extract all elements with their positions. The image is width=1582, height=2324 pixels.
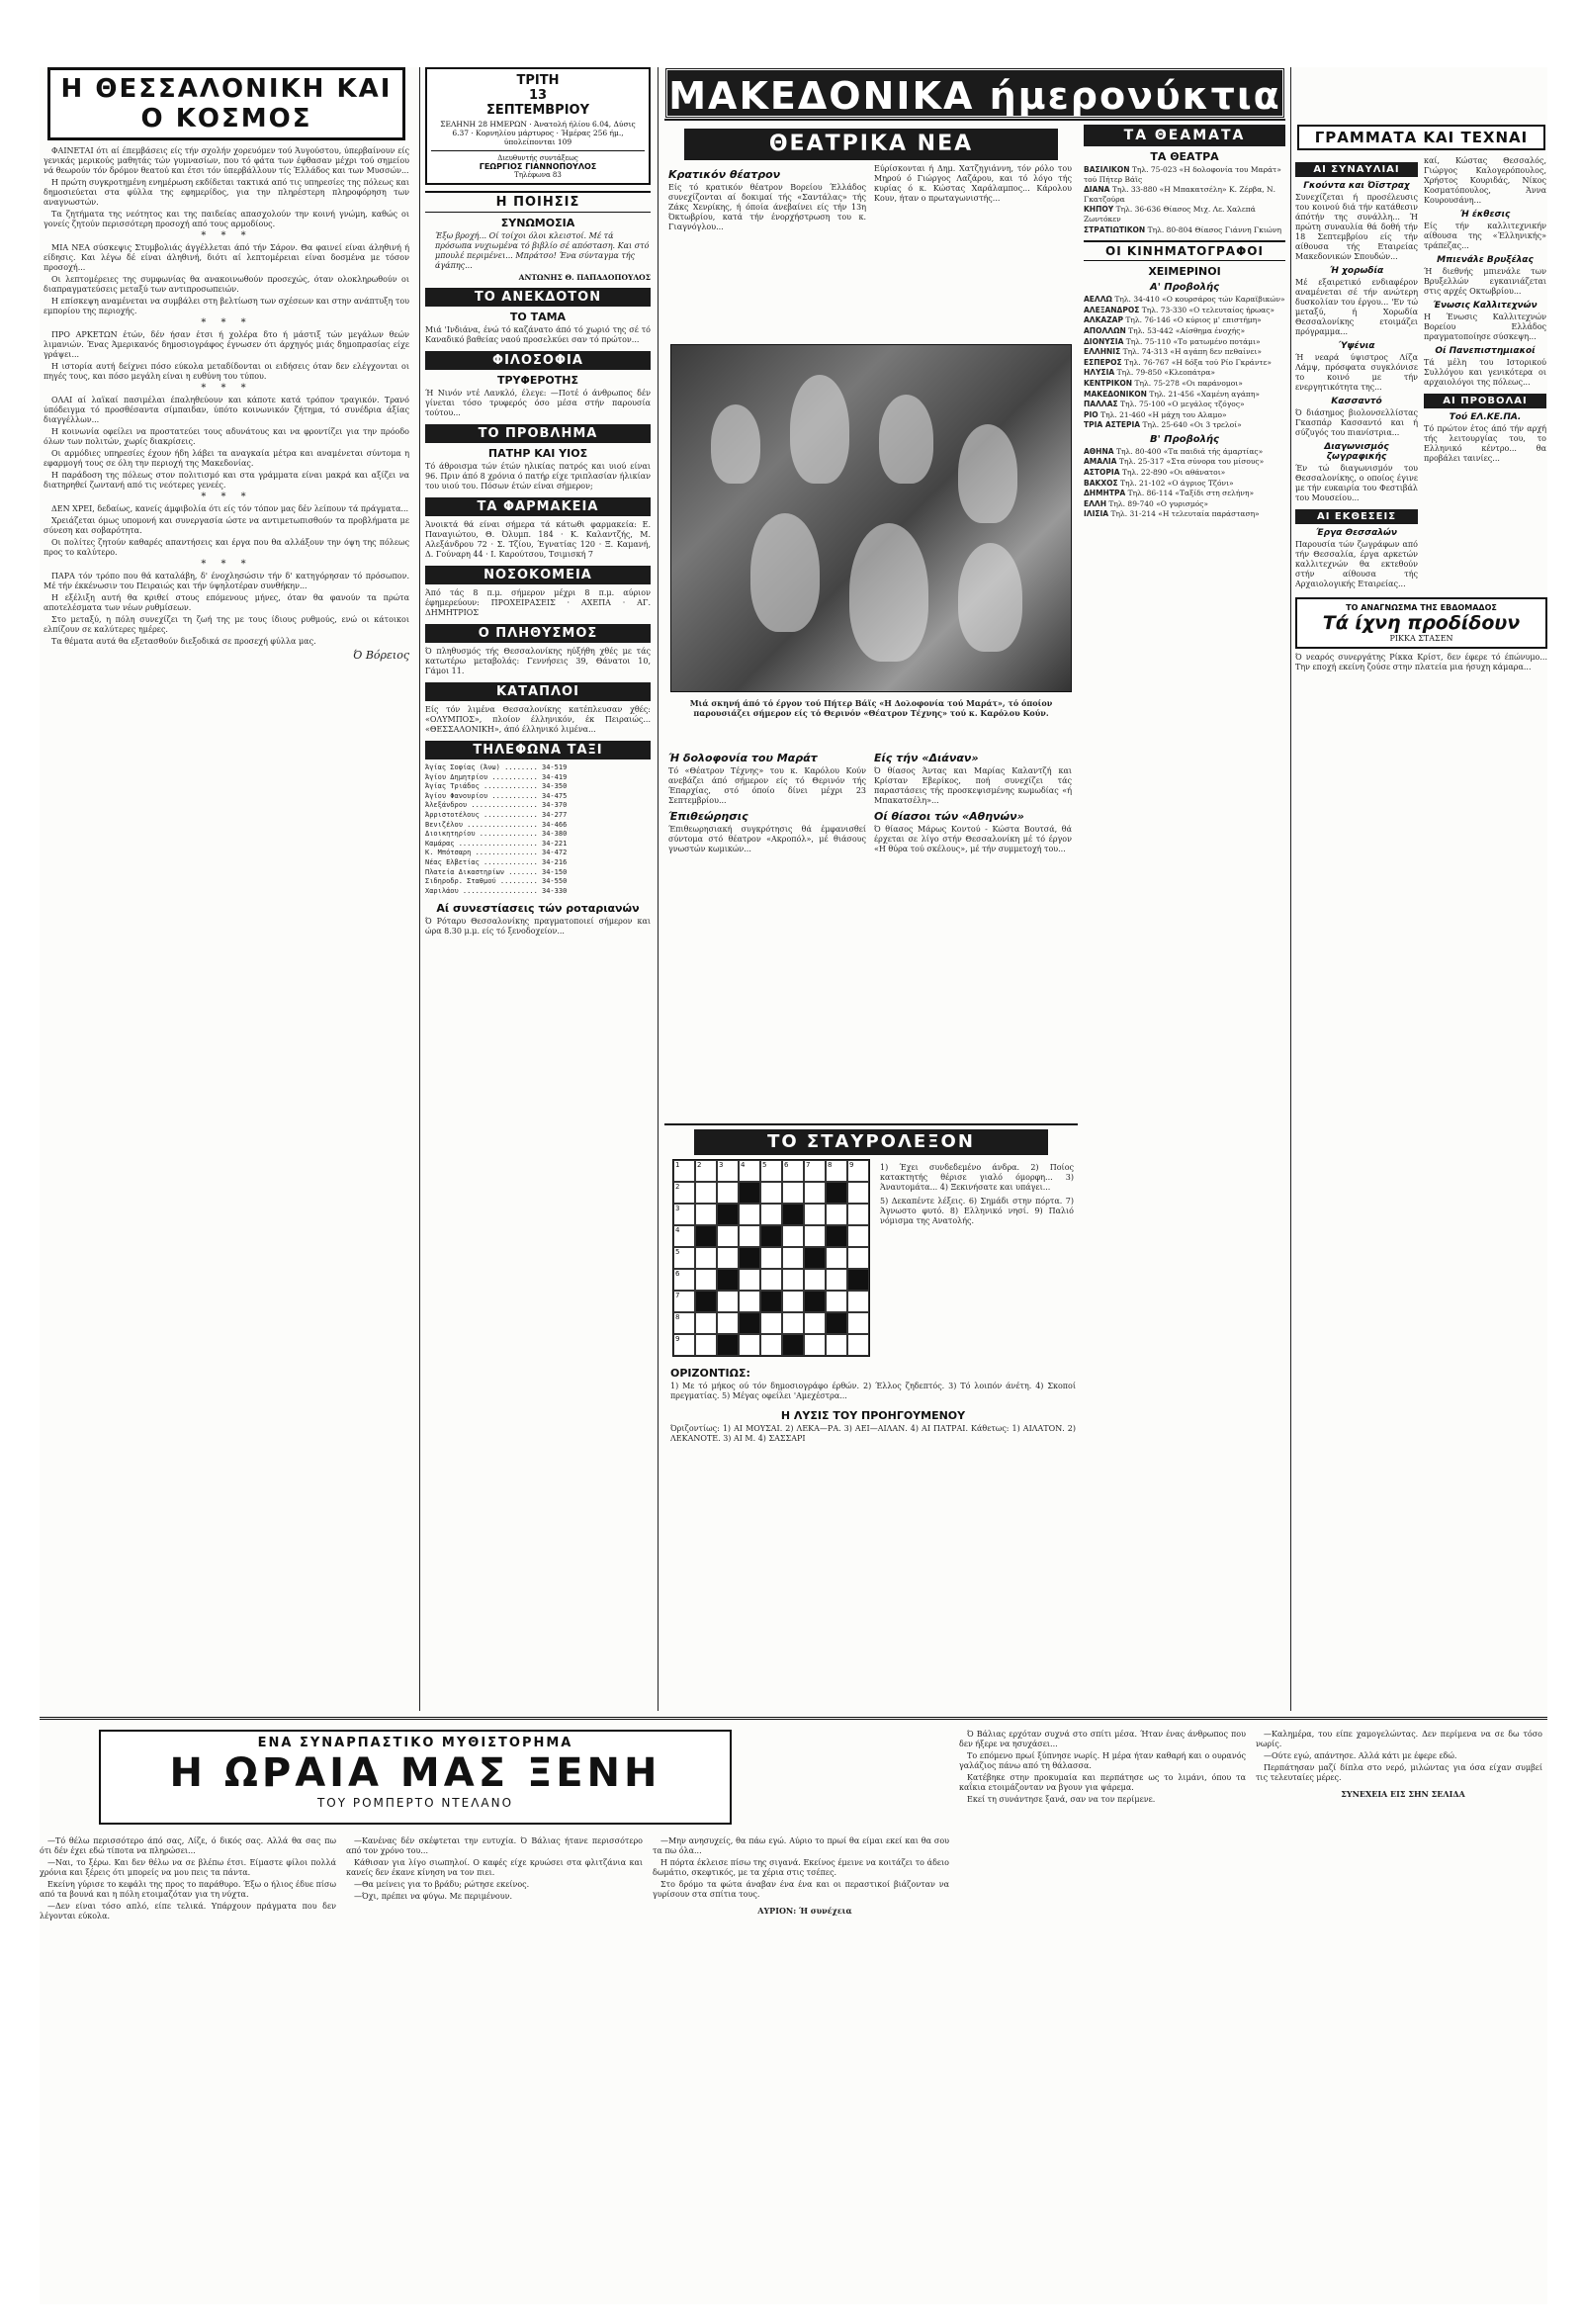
listing-info: Τηλ. 22-890 «Οι αθάνατοι»: [1121, 468, 1226, 478]
serial-continuation: ΑΥΡΙΟΝ: Ή συνέχεια: [757, 1906, 852, 1916]
listing-row: [1084, 326, 1285, 336]
column-almanac: [425, 67, 651, 1711]
serial-paragraph: Κατέβηκε στην προκυμαία και περπάτησε ως το λιμάνι, όπου τα καΐκια ετοιμάζονταν να βγουν για ψάρεμα.: [959, 1773, 1246, 1792]
notes-title: Αί συνεστίασεις τών ροταριανών: [436, 902, 640, 916]
choir-text: Μέ εξαιρετικό ενδιαφέρον αναμένεται σέ τήν ανώτερη δυσκολίαν του έργου... 'Εν τώ μεταξύ, ή Χορωδία Θεσσαλονίκης ετοιμάζει πρόγραμμα...: [1295, 278, 1418, 336]
taxi-row: Διοικητηρίου .............. 34-380: [425, 830, 568, 839]
date-month: ΣΕΠΤΕΜΒΡΙΟΥ: [485, 103, 590, 118]
artists-union-text: Η Ένωσις Καλλιτεχνών Βορείου Ελλάδος πραγματοποίησε σύσκεψη...: [1424, 313, 1546, 341]
section-divider: * * *: [201, 492, 252, 502]
weekly-reading-author: ΡΙΚΚΑ ΣΤΑΣΕΝ: [1389, 634, 1453, 643]
theatre-listing: [1084, 165, 1285, 234]
listing-name: ΗΛΥΣΙΑ: [1084, 368, 1115, 378]
section-divider: * * *: [201, 230, 252, 241]
listing-row: [1084, 390, 1285, 400]
article-paragraph: ΟΛΑΙ αί λαϊκαί πασιμέλαι έπαληθεύουν και κάποτε κατά τρόπον τραγικόν. Τρανό ύπόδειγμα τό προσθέσαντα σίμπαιδαν, ύπότο κοινωνικόν ζήτημα, τό συνέδρια άξίας διαγγέλλων...: [44, 396, 409, 424]
serial-paragraph: —Κανένας δέν σκέφτεται την ευτυχία. Ό Βάλιας ήτανε περισσότερο από τον χρόνο του...: [346, 1836, 643, 1855]
theatre-sub1: Κρατικόν θέατρον: [668, 168, 781, 181]
article-paragraph: Η κοινωνία οφείλει να προστατεύει τους αδυνάτους και να φροντίζει για την πρόοδο όλων των πολιτών, χωρίς διακρίσεις.: [44, 427, 409, 446]
crossword-down-extra: 5) Δεκαπέντε λέξεις. 6) Σημάδι στην πόρτα. 7) Άγνωστο φυτό. 8) Ελληνικό νησί. 9) Παλιό νόμισμα της Ανατολής.: [880, 1197, 1074, 1225]
listing-name: ΒΑΣΙΛΙΚΟΝ: [1084, 165, 1130, 174]
listing-row: [1084, 205, 1285, 223]
shows-text: Τό πρώτον έτος άπό τήν αρχή τής λειτουργίας του, το Ελληνικό κέντρο... θα προβάλει ταινίες...: [1424, 424, 1546, 463]
theatre-text3: Ό θίασος Άντας και Μαρίας Καλαντζή και Κρίσταν Εβερίκος, ποή συνεχίζει τάς παραστάσεις τής προσκεψισμένης κωμωδίας «ή Μπακατσέλη»...: [874, 766, 1072, 805]
section-divider: * * *: [201, 383, 252, 394]
listing-info: Τηλ. 25-317 «Στα σύνορα του μίσους»: [1118, 457, 1265, 467]
hospital-text: Άπό τάς 8 π.μ. σήμερον μέχρι 8 π.μ. αύριον έφημερεύουν: ΠΡΟΧΕΙΡΑΣΕΙΣ · ΑΧΕΠΑ · ΑΓ. ΔΗΜΗΤΡΙΟΣ: [425, 588, 651, 617]
serial-paragraph: Κάθισαν για λίγο σιωπηλοί. Ο καφές είχε κρυώσει στα φλιτζάνια και κανείς δεν έκανε κίνηση να τον πιει.: [346, 1858, 643, 1877]
article-paragraph: Τα θέματα αυτά θα εξετασθούν διεξοδικά σε προσεχή φύλλα μας.: [51, 637, 316, 646]
choir-subtitle: Ή χορωδία: [1329, 266, 1384, 276]
listings-title: ΤΑ ΘΕΑΜΑΤΑ: [1084, 125, 1285, 146]
date-day: ΤΡΙΤΗ: [516, 73, 560, 88]
listing-info: Τηλ. 75-278 «Οι παράνομοι»: [1134, 378, 1243, 388]
listing-info: Τηλ. 76-767 «Η δόξα τού Ρίο Γκράντε»: [1124, 357, 1273, 367]
listing-info: Τηλ. 80-400 «Τα παιδιά τής άμαρτίας»: [1115, 446, 1264, 456]
newspaper-page: [40, 67, 1547, 2304]
university-text: Τά μέλη του Ιστορικού Συλλόγου και γενικότερα οι αρχαιολόγοι της πόλεως...: [1424, 358, 1546, 387]
crossword-down: 1) Έχει συνδεδεμένο άνδρα. 2) Ποίος κατακτητής θέρισε γιαλό όμορφη... 3) Άναυτομάτα... 4) Ξεκινήσατε και υπάγει...: [880, 1163, 1074, 1192]
crossword-across: 1) Με τό μήκος ού τόν δημοσιογράφο έρθών. 2) Έλλος ζηδεπτός. 3) Τό λοιπόν άνέτη. 4) Σκοποί πρεγματίας. 5) Μέγας οφείλει 'Αμεχέστρα...: [670, 1382, 1076, 1400]
column-rule: [419, 67, 420, 1711]
listing-name: ΜΑΚΕΔΟΝΙΚΟΝ: [1084, 389, 1147, 399]
weekly-reading-text: Ό νεαρός συνεργάτης Ρίκκα Κρίστ, δεν έφερε τό έπώνυμο... Την εποχή εκείνη ζούσε στην πλατεία μια ήσυχη κάμαρα...: [1295, 653, 1547, 671]
serial-paragraph: —Θα μείνεις για το βράδυ; ρώτησε εκείνος.: [354, 1880, 530, 1889]
listing-name: ΑΣΤΟΡΙΑ: [1084, 468, 1120, 478]
listing-row: [1084, 347, 1285, 357]
listing-info: Τηλ. 75-100 «Ο μεγάλος τζόγος»: [1120, 400, 1245, 409]
article-paragraph: Τα ζητήματα της νεότητος και της παιδείας απασχολούν την κοινή γνώμη, καθώς οι γονείς ζητούν περισσότερη προσοχή από τους αρμοδίους.: [44, 210, 409, 228]
listing-name: ΡΙΟ: [1084, 409, 1099, 419]
listing-info: Τηλ. 21-460 «Η μάχη του Αλαμο»: [1100, 409, 1227, 419]
arrivals-text: Είς τόν λιμένα Θεσσαλονίκης κατέπλευσαν χθές: «ΟΛΥΜΠΟΣ», πλοίον έλληνικόν, έκ Πειραιώς... «ΘΕΣΣΑΛΟΝΙΚΗ», άπό έλληνικό λιμένα...: [425, 705, 651, 734]
listing-row: [1084, 358, 1285, 368]
serial-column: [653, 1836, 949, 2301]
population-title: Ο ΠΛΗΘΥΣΜΟΣ: [425, 624, 651, 643]
cinema-first-run: Α' Προβολής: [1149, 282, 1220, 294]
weekly-reading-box: [1295, 597, 1547, 649]
listing-row: [1084, 489, 1285, 498]
date-box: [425, 67, 651, 185]
shows-title: ΑΙ ΠΡΟΒΟΛΑΙ: [1424, 394, 1546, 408]
exhibition-text: Είς τήν καλλιτεχνικήν αίθουσα της «Έλληνικής» τράπεζας...: [1424, 222, 1546, 250]
arrivals-title: ΚΑΤΑΠΛΟΙ: [425, 682, 651, 701]
listing-info: Τηλ. 25-640 «Οι 3 τρελοί»: [1142, 420, 1242, 430]
poetry-title: Η ΠΟΙΗΣΙΣ: [425, 191, 651, 213]
singer-text: Ή νεαρά ύψιστρος Λίζα Λάμψ, πρόσφατα συγκλόνισε το κοινό με τήν ενεργητικότητα της...: [1295, 353, 1418, 392]
listing-row: [1084, 457, 1285, 467]
theatre-sub4: Οί θίασοι τών «Αθηνών»: [874, 810, 1024, 823]
listing-row: [1084, 295, 1285, 305]
notes-text: Ό Ρόταρυ Θεσσαλονίκης πραγματοποιεί σήμερον και ώρα 8.30 μ.μ. είς τό ξενοδοχείον...: [425, 917, 651, 937]
listing-info: Τηλ. 80-804 Θίασος Γιάννη Γκιώνη: [1147, 224, 1281, 234]
listing-name: ΑΛΚΑΖΑΡ: [1084, 315, 1123, 325]
listing-name: ΚΕΝΤΡΙΚΟΝ: [1084, 378, 1133, 388]
taxi-row: Άγίας Σοφίας (Άνω) ........ 34-519: [425, 763, 568, 771]
listing-info: Τηλ. 86-114 «Ταξίδι στη σελήνη»: [1127, 489, 1255, 498]
listing-info: Τηλ. 36-636 Θίασος Μιχ. Λε. Χαλεπά Ζωντόκεν: [1084, 205, 1256, 223]
shows-subtitle: Τού ΕΛ.ΚΕ.ΠΑ.: [1449, 412, 1522, 422]
cinema-title: ΟΙ ΚΙΝΗΜΑΤΟΓΡΑΦΟΙ: [1084, 240, 1285, 261]
article-paragraph: ΔΕΝ ΧΡΕΙ, δεδαίως, κανείς άμφιβολία ότι είς τόν τόπον μας δέν λείπουν τά πράγματα...: [51, 504, 409, 513]
serial-paragraph: Περπάτησαν μαζί δίπλα στο νερό, μιλώντας για όσα είχαν συμβεί τις τελευταίες μέρες.: [1256, 1763, 1542, 1782]
listing-row: [1084, 499, 1285, 509]
listing-row: [1084, 509, 1285, 519]
listing-row: [1084, 315, 1285, 325]
crossword-grid[interactable]: 1 2 3 4 5 6 7 8 9 2 3 4 5 6 7 8 9: [672, 1159, 870, 1357]
philosophy-title: ΦΙΛΟΣΟΦΙΑ: [425, 351, 651, 370]
anecdote-text: Μιά 'Ινδιάνα, ένώ τό καζάνατο άπό τό χωριό της σέ τό Καναδικό βαθείας ναού προσελκύει σαν τό πρώτον...: [425, 325, 651, 344]
problem-title: ΤΟ ΠΡΟΒΛΗΜΑ: [425, 424, 651, 443]
taxi-row: Σιδηροδρ. Σταθμού ......... 34-550: [425, 877, 568, 886]
listing-info: Τηλ. 75-023 «Η δολοφονία του Μαράτ» τού Πήτερ Βάϊς: [1084, 165, 1281, 184]
philosophy-subtitle: ΤΡΥΦΕΡΟΤΗΣ: [496, 374, 579, 387]
serial-title: Η ΩΡΑΙΑ ΜΑΣ ΞΕΝΗ: [169, 1750, 661, 1796]
article-paragraph: Χρειάζεται όμως υπομονή και συνεργασία ώστε να αντιμετωπισθούν τα προβλήματα με σύνεση και σοβαρότητα.: [44, 516, 409, 535]
column-thessaloniki-world: [40, 67, 413, 1711]
article-paragraph: ΠΑΡΑ τόν τρόπο που θά καταλάβη, δ' ένοχλησώσιν τήν δ' κατηγόρησαν τό πρόσωπον. Μέ τήν έκκένωσιν του Πειραιώς και τήν ύψηλοτέραν συνθήκην...: [44, 572, 409, 590]
listing-info: Τηλ. 33-880 «Η Μπακατσέλη» Κ. Ζέρβα, Ν. Γκατζούρα: [1084, 185, 1275, 204]
listing-row: [1084, 410, 1285, 420]
publisher-name: ΓΕΩΡΓΙΟΣ ΓΙΑΝΝΟΠΟΥΛΟΣ: [479, 162, 597, 171]
article-paragraph: Οι πολίτες ζητούν καθαρές απαντήσεις και έργα που θα αλλάξουν την όψη της πόλεως προς το καλύτερο.: [44, 538, 409, 557]
taxi-row: Άλεξάνδρου ................ 34-370: [425, 801, 568, 810]
article-paragraph: ΦΑΙΝΕΤΑΙ ότι αί έπεμβάσεις είς τήν σχολήν χορευόμεν τού Άυγούστου, ύπερβαίνουν είς γενικάς μερικούς μαθητάς τών γυμνασίων, που τό φάτα των έφθασαν μέχρι τού σημείου νά θεωρούν τόν δρόμον θεατού και έτσι τόν ύπερβάλλουν τίς Έλλάδος και των Μυσσών...: [44, 146, 409, 175]
photo-caption: Μιά σκηνή άπό τό έργον τού Πήτερ Βάϊς «Η Δολοφονία τού Μαράτ», τό όποίον παρουσιάζει σήμερον είς τό Θερινόν «Θέατρον Τέχνης» τού κ. Καρόλου Κούν.: [689, 698, 1053, 718]
theatre-sub3: Ή δολοφονία του Μαράτ: [668, 752, 818, 764]
theatre-text4: Τό «Θέατρον Τέχνης» του κ. Καρόλου Κούν ανεβάζει άπό σήμερον είς τό Θερινόν τής Έπαρχίας, στό όποίο δίνει μέχρι 23 Σεπτεμβρίου...: [668, 766, 866, 805]
taxi-row: Πλατεία Δικαστηρίων ....... 34-150: [425, 867, 568, 876]
article-paragraph: Οι λεπτομέρειες της συμφωνίας θα ανακοινωθούν προσεχώς, όταν ολοκληρωθούν οι διαπραγματεύσεις μεταξύ των αντιπροσωπειών.: [44, 275, 409, 294]
serial-paragraph: —Μην ανησυχείς, θα πάω εγώ. Αύριο το πρωί θα είμαι εκεί και θα σου τα πω όλα...: [653, 1836, 949, 1855]
taxi-list: [425, 763, 651, 896]
concerts-title: ΑΙ ΣΥΝΑΥΛΙΑΙ: [1295, 162, 1418, 177]
listing-name: ΑΘΗΝΑ: [1084, 446, 1114, 456]
biennale-text: Ή διεθνής μπιενάλε των Βρυξελλών εγκαινιάζεται στις αρχές Οκτωβρίου...: [1424, 267, 1546, 296]
exhibits-subtitle: Έργα Θεσσαλών: [1315, 528, 1397, 538]
serial-continuation-2: ΣΥΝΕΧΕΙΑ ΕΙΣ ΣΗΝ ΣΕΛΙΔΑ: [1341, 1789, 1465, 1799]
theatre-sub5: Έπιθεώρησις: [668, 810, 748, 823]
problem-subtitle: ΠΑΤΗΡ ΚΑΙ ΥΙΟΣ: [487, 447, 588, 460]
column-macedonian-nights: [664, 67, 1285, 1711]
article-paragraph: Η ιστορία αυτή δείχνει πόσο εύκολα μεταδίδονται οι ειδήσεις όταν δεν ελέγχονται οι πηγές τους, και πόσο μεγάλη είναι η ευθύνη του τύπου.: [44, 362, 409, 381]
population-text: Ό πληθυσμός τής Θεσσαλονίκης ηύξήθη χθές με τάς κατωτέρω μεταβολάς: Γεννήσεις 39, Θάνατοι 10, Γάμοι 11.: [425, 647, 651, 675]
theatre-news-title: ΘΕΑΤΡΙΚΑ ΝΕΑ: [684, 129, 1058, 160]
serial-column: [346, 1836, 643, 2301]
theatre-text2: Εύρίσκονται ή Δημ. Χατζηγιάννη, τόν ρόλο του Μηρού ό Γιώργος Λαζάρου, και τό λόγο τής κυρίας ό κ. Κώστας Χαράλαμπος... Κάρολου Κουν, ήταν ο πρωταγωνιστής...: [874, 164, 1072, 203]
taxi-row: Νέας Ελβετίας ............. 34-216: [425, 857, 568, 866]
listing-name: ΕΛΛΗΝΙΣ: [1084, 347, 1121, 357]
concerts-subtitle: Γκούντα και Όϊστραχ: [1303, 181, 1410, 191]
listing-row: [1084, 420, 1285, 430]
column-letters-arts: [1295, 67, 1547, 1711]
serial-column: [1256, 1730, 1542, 2303]
letters-arts-title: ΓΡΑΜΜΑΤΑ ΚΑΙ ΤΕΧΝΑΙ: [1297, 125, 1545, 150]
serial-paragraph: Στο δρόμο τα φώτα άναβαν ένα ένα και οι περαστικοί βιάζονταν να γυρίσουν στα σπίτια τους.: [653, 1880, 949, 1899]
listing-name: ΙΛΙΣΙΑ: [1084, 509, 1109, 519]
cinema-listing: [1084, 295, 1285, 430]
listing-info: Τηλ. 76-146 «Ο κύριος μ' επιστήμη»: [1125, 315, 1262, 325]
listing-info: Τηλ. 74-313 «Η αγάπη δεν πεθαίνει»: [1122, 347, 1262, 357]
article-paragraph: Η επίσκεψη αναμένεται να συμβάλει στη βελτίωση των σχέσεων και στην ανάπτυξη του εμπορίου της περιοχής.: [44, 297, 409, 315]
listing-info: Τηλ. 79-850 «Κλεοπάτρα»: [1116, 368, 1215, 378]
exhibition-subtitle: Ή έκθεσις: [1459, 210, 1511, 220]
arts-extra-text: καί, Κώστας Θεσσαλός, Γιώργος Καλογερόπουλος, Χρήστος Κουριδάς, Νίκος Κοσματόπουλος, Άννα Κουρουσάνη...: [1424, 156, 1546, 205]
serial-column: [959, 1730, 1246, 2303]
contest-subtitle: Διαγωνισμός ζωγραφικής: [1324, 442, 1389, 462]
problem-text: Τό άθροισμα τών έτών ηλικίας πατρός και υιού είναι 96. Πριν άπό 8 χρόνια ό πατήρ είχε τριπλασίαν ήλικίαν του υιού του. Πόσων έτών είναι σήμερον;: [425, 462, 651, 491]
cellist-text: Ό διάσημος βιολονσελλίστας Γκασπάρ Κασσαντό και ή σύζυγός του πιανίστρια...: [1295, 408, 1418, 437]
listing-info: Τηλ. 34-410 «Ο κουρσάρος τών Καραϊβικών»: [1114, 295, 1285, 305]
section-divider: * * *: [201, 317, 252, 328]
philosophy-text: Ή Νινόν ντέ Λανκλό, έλεγε: —Ποτέ ό άνθρωπος δέν γίνεται τόσο τρυφερός όσο μέσα στήν παρουσία τούτου...: [425, 389, 651, 417]
cellist-subtitle: Κασσαντό: [1331, 397, 1382, 406]
column-rule: [1290, 67, 1291, 1711]
listing-row: [1084, 447, 1285, 457]
crossword-solution: Όριζοντίως: 1) ΑΙ ΜΟΥΣΑΙ. 2) ΛΕΚΑ—ΡΑ. 3) ΑΕΙ—ΑΙΛΑΝ. 4) ΑΙ ΠΑΤΡΑΙ. Κάθετως: 1) ΑΙΛΑΤΟΝ. 2) ΛΕΚΑΝΟΤΕ. 3) ΑΙ Μ. 4) ΣΑΣΣΑΡΙ: [670, 1424, 1076, 1443]
artists-union-subtitle: Ένωσις Καλλιτεχνών: [1433, 301, 1538, 311]
almanac-text: ΣΕΛΗΝΗ 28 ΗΜΕΡΩΝ · Άνατολή ήλίου 6.04, Δύσις 6.37 · Κορνηλίου μάρτυρος · Ήμέρας 256 ήμ., ύπολείπονται 109: [440, 120, 636, 146]
listing-row: [1084, 379, 1285, 389]
listing-row: [1084, 306, 1285, 315]
listing-name: ΣΤΡΑΤΙΩΤΙΚΟΝ: [1084, 224, 1146, 234]
article-paragraph: ΜΙΑ ΝΕΑ σύσκεψις Στυμβολιάς άγγέλλεται άπό τήν Σάρον. Θα φαινεί είναι άληθινή ή είδησις. Και λέγω δέ είναι άληθινή, διότι αί λεπτομέρειαι είναι δοσμένα με τόσον προσοχή...: [44, 243, 409, 272]
serial-paragraph: Η πόρτα έκλεισε πίσω της σιγανά. Εκείνος έμεινε να κοιτάζει το άδειο δωμάτιο, σκεφτικός, με τα χέρια στις τσέπες.: [653, 1858, 949, 1877]
cinema-listing-b: [1084, 447, 1285, 519]
theatre-photo: [670, 344, 1072, 692]
listing-info: Τηλ. 53-442 «Αίσθημα ένοχής»: [1128, 325, 1246, 335]
taxi-row: Άγίας Τριάδος ............. 34-350: [425, 782, 568, 791]
university-subtitle: Οί Πανεπιστημιακοί: [1435, 346, 1536, 356]
listing-row: [1084, 165, 1285, 184]
article-paragraph: ΠΡΟ ΑΡΚΕΤΩΝ έτών, δέν ήσαν έτσι ή χολέρα δτο ή μάστιξ τών μεγάλων θεών λιμανιών. Ένας Άμερικανός δημοσιογράφος έγνωσεν ότι άρχηγός μιάς δημοπρασίας είχε γράψει...: [44, 330, 409, 359]
pharmacy-text: Άνοικτά θά είναι σήμερα τά κάτωθι φαρμακεία: Ε. Παναγιώτου, Θ. Όλυμπ. 184 · Κ. Καλαντζής, Μ. Αλεξάνδρου 72 · Σ. Τζίου, Έγνατίας 120 · Ξ. Καμανή, Δ. Γούναρη 44 · Ι. Καρούτσου, Τσιμισκή 7: [425, 520, 651, 559]
article-paragraph: Η εξέλιξη αυτή θα κριθεί στους επόμενους μήνες, όταν θα φανούν τα πρώτα αποτελέσματα των νέων ρυθμίσεων.: [44, 593, 409, 612]
listing-row: [1084, 225, 1285, 235]
listings-subtitle: ΤΑ ΘΕΑΤΡΑ: [1150, 150, 1219, 163]
listing-info: Τηλ. 31-214 «Η τελευταία παράσταση»: [1110, 509, 1260, 519]
publisher-label: Διευθυντής συντάξεως: [431, 150, 645, 162]
biennale-subtitle: Μπιενάλε Βρυξέλας: [1437, 255, 1534, 265]
listing-name: ΕΣΠΕΡΟΣ: [1084, 357, 1122, 367]
listing-name: ΚΗΠΟΥ: [1084, 205, 1114, 215]
serial-paragraph: —Ναι, το ξέρω. Και δεν θέλω να σε βλέπω έτσι. Είμαστε φίλοι πολλά χρόνια και ξέρεις ότι μπορείς να μου πεις τα πάντα.: [40, 1858, 336, 1877]
cinema-subtitle: ΧΕΙΜΕΡΙΝΟΙ: [1148, 265, 1221, 279]
crossword-across-title: ΟΡΙΖΟΝΤΙΩΣ:: [670, 1367, 750, 1380]
serial-column: [40, 1836, 336, 2301]
serial-paragraph: —Ούτε εγώ, απάντησε. Αλλά κάτι με έφερε εδώ.: [1264, 1751, 1457, 1760]
theatre-text1: Είς τό κρατικόν θέατρον Βορείου Έλλάδος συνεχίζονται αί δοκιμαί τής «Σαντάλας» τής Ζάκς Χενρίκης, ή όποία άνεβαίνει είς τήν 13η Όκτωβρίου, κατά τήν ένορχήστρωση του κ. Γιαγνόγλου...: [668, 183, 866, 231]
taxi-row: Άγίου Δημητρίου ........... 34-419: [425, 772, 568, 781]
poetry-subtitle: ΣΥΝΩΜΟΣΙΑ: [500, 217, 575, 229]
listing-name: ΔΙΟΝΥΣΙΑ: [1084, 336, 1124, 346]
serial-novel-section: [40, 1717, 1547, 2304]
listing-name: ΑΜΑΛΙΑ: [1084, 457, 1117, 467]
taxi-row: Καμάρας ................... 34-221: [425, 839, 568, 848]
crossword-title: ΤΟ ΣΤΑΥΡΟΛΕΞΟΝ: [694, 1129, 1048, 1155]
taxi-title: ΤΗΛΕΦΩΝΑ ΤΑΞΙ: [425, 741, 651, 760]
article-paragraph: Οι αρμόδιες υπηρεσίες έχουν ήδη λάβει τα αναγκαία μέτρα και αναμένεται σύντομα η εφαρμογή τους σε όλη την περιοχή της Μακεδονίας.: [44, 449, 409, 468]
listing-info: Τηλ. 21-102 «Ο άγριος Τζόνι»: [1120, 478, 1234, 488]
listing-name: ΑΛΕΞΑΝΔΡΟΣ: [1084, 305, 1140, 314]
listing-name: ΑΕΛΛΩ: [1084, 295, 1112, 305]
concerts-text: Συνεχίζεται ή προσέλευσις του κοινού διά τήν κατάθεσιν άπότήν της συνάλλη... Ή πρώτη συναυλία θά δοθή τήν 18 Σεπτεμβρίου είς τήν αίθουσα τής Εταιρείας Μακεδονικών Σπουδών...: [1295, 193, 1418, 261]
listing-name: ΠΑΛΛΑΣ: [1084, 400, 1118, 409]
serial-author: ΤΟΥ ΡΟΜΠΕΡΤΟ ΝΤΕΛΑΝΟ: [316, 1796, 514, 1810]
theatre-text5: Ό θίασος Μάρως Κοντού - Κώστα Βουτσά, θά έρχεται σε λίγο στήν Θεσσαλονίκη μέ τό έργον «Η θύρα τού σκέλους», μέ τήν συμμετοχή του...: [874, 825, 1072, 853]
listing-row: [1084, 400, 1285, 409]
serial-paragraph: —Τό θέλω περισσότερο άπό σας, Λίζε, ό δικός σας. Αλλά θα σας πω ότι δέν έχει εδώ τίποτα να πληρώσει...: [40, 1836, 336, 1855]
theatre-sub2: Είς τήν «Διάναν»: [874, 752, 979, 764]
crossword-solution-title: Η ΛΥΣΙΣ ΤΟΥ ΠΡΟΗΓΟΥΜΕΝΟΥ: [780, 1409, 966, 1422]
column-rule: [658, 67, 659, 1711]
weekly-reading-label: ΤΟ ΑΝΑΓΝΩΣΜΑ ΤΗΣ ΕΒΔΟΜΑΔΟΣ: [1346, 603, 1497, 612]
listing-name: ΤΡΙΑ ΑΣΤΕΡΙΑ: [1084, 420, 1141, 430]
pharmacy-title: ΤΑ ΦΑΡΜΑΚΕΙΑ: [425, 497, 651, 516]
poetry-text: Έξω βροχή... Οί τοίχοι όλοι κλειστοί. Μέ τά πρόσωπα νυχιωμένα τό βιβλίο σέ απόσταση. Και στό μπουλέ περιμένει... Μπράτσο! Ένα σύνταγμα τής άγάπης...: [435, 231, 650, 270]
exhibits-text: Παρουσία τών ζωγράφων από τήν Θεσσαλία, έργα αρκετών καλλιτεχνών θα εκτεθούν στήν αίθουσα τής Αρχαιολογικής Εταιρείας...: [1295, 540, 1418, 588]
anecdote-title: ΤΟ ΑΝΕΚΔΟΤΟΝ: [425, 288, 651, 307]
serial-title-box: [99, 1730, 732, 1825]
listing-row: [1084, 479, 1285, 489]
listing-name: ΒΑΚΧΟΣ: [1084, 478, 1118, 488]
anecdote-subtitle: ΤΟ ΤΑΜΑ: [509, 311, 567, 323]
theatre-text6: Έπιθεωρησιακή συγκρότησις θά έμφανισθεί σύντομα στό θέατρον «Ακροπόλ», μέ θιάσους γνωστών κωμικών...: [668, 825, 866, 853]
contest-text: Έν τώ διαγωνισμόν του Θεσσαλονίκης, ο οποίος έγινε με τήν ευκαιρία του Φεστιβάλ του Μουσείου...: [1295, 464, 1418, 502]
section-divider: * * *: [201, 559, 252, 570]
serial-pre-title: ΕΝΑ ΣΥΝΑΡΠΑΣΤΙΚΟ ΜΥΘΙΣΤΟΡΗΜΑ: [257, 1736, 573, 1750]
listing-name: ΔΗΜΗΤΡΑ: [1084, 489, 1126, 498]
hospital-title: ΝΟΣΟΚΟΜΕΙΑ: [425, 566, 651, 584]
weekly-reading-title: Τά ίχνη προδίδουν: [1322, 612, 1521, 634]
taxi-row: Άρριστοτέλους ............. 34-277: [425, 810, 568, 819]
taxi-row: Κ. Μπότσαρη ............... 34-472: [425, 849, 568, 857]
headline-thessaloniki: Η ΘΕΣΣΑΛΟΝΙΚΗ ΚΑΙ Ο ΚΟΣΜΟΣ: [47, 67, 405, 140]
serial-paragraph: Ό Βάλιας ερχόταν συχνά στο σπίτι μέσα. Ήταν ένας άνθρωπος που δεν ήξερε να ησυχάσει...: [959, 1730, 1246, 1748]
singer-subtitle: Ύψένια: [1338, 341, 1375, 351]
serial-paragraph: —Όχι, πρέπει να φύγω. Με περιμένουν.: [354, 1892, 513, 1901]
publisher-phone: Τηλέφωνα 83: [514, 171, 562, 179]
listing-name: ΕΛΛΗ: [1084, 498, 1107, 508]
cinema-second-run: Β' Προβολής: [1150, 433, 1219, 445]
taxi-row: Χαριλάου .................. 34-330: [425, 886, 568, 895]
taxi-row: Άγίου Φανουρίου ........... 34-475: [425, 791, 568, 800]
listing-info: Τηλ. 21-456 «Χαμένη αγάπη»: [1149, 389, 1260, 399]
listing-row: [1084, 468, 1285, 478]
column-signature: Ό Βόρειος: [353, 649, 409, 662]
article-paragraph: Η πρώτη συγκροτημένη ενημέρωση εκδίδεται τακτικά από τις υπηρεσίες της πόλεως και δημοσιεύεται στα φύλλα της εφημερίδος, για την πληρέστερη πληροφόρηση των αναγνωστών.: [44, 178, 409, 207]
serial-paragraph: Εκεί τη συνάντησε ξανά, σαν να τον περίμενε.: [967, 1795, 1156, 1804]
listing-name: ΑΠΟΛΛΩΝ: [1084, 325, 1126, 335]
serial-paragraph: —Δεν είναι τόσο απλό, είπε τελικά. Υπάρχουν πράγματα που δεν λέγονται εύκολα.: [40, 1902, 336, 1921]
poetry-author: ΑΝΤΩΝΗΣ Θ. ΠΑΠΑΔΟΠΟΥΛΟΣ: [518, 273, 651, 282]
article-paragraph: Στο μεταξύ, η πόλη συνεχίζει τη ζωή της με τους ίδιους ρυθμούς, ενώ οι κάτοικοι ελπίζουν σε καλύτερες ημέρες.: [44, 615, 409, 634]
listing-row: [1084, 337, 1285, 347]
banner-makedonika: ΜΑΚΕΔΟΝΙΚΑ ήμερονύκτια: [664, 67, 1285, 119]
serial-paragraph: —Καλημέρα, του είπε χαμογελώντας. Δεν περίμενα να σε δω τόσο νωρίς.: [1256, 1730, 1542, 1748]
serial-paragraph: Το επόμενο πρωί ξύπνησε νωρίς. Η μέρα ήταν καθαρή και ο ουρανός γαλάζιος πάνω από τη θάλασσα.: [959, 1751, 1246, 1770]
listing-info: Τηλ. 89-740 «Ο γυρισμός»: [1108, 498, 1209, 508]
date-number: 13: [528, 88, 548, 103]
listing-info: Τηλ. 73-330 «Ο τελευταίος ήρωας»: [1141, 305, 1275, 314]
listing-row: [1084, 368, 1285, 378]
serial-paragraph: Εκείνη γύρισε το κεφάλι της προς το παράθυρο. Έξω ο ήλιος έδυε πίσω από τα βουνά και η πόλη ετοιμαζόταν για τη νύχτα.: [40, 1880, 336, 1899]
listing-row: [1084, 185, 1285, 204]
taxi-row: Βενιζέλου ................. 34-466: [425, 820, 568, 829]
exhibits-title: ΑΙ ΕΚΘΕΣΕΙΣ: [1295, 509, 1418, 524]
article-paragraph: Η παράδοση της πόλεως στον πολιτισμό και στα γράμματα είναι μακρά και αξίζει να διατηρηθεί ζωντανή από τις νεότερες γενεές.: [44, 471, 409, 490]
listing-name: ΔΙΑΝΑ: [1084, 185, 1110, 195]
listing-info: Τηλ. 75-110 «Το ματωμένο ποτάμι»: [1125, 336, 1261, 346]
